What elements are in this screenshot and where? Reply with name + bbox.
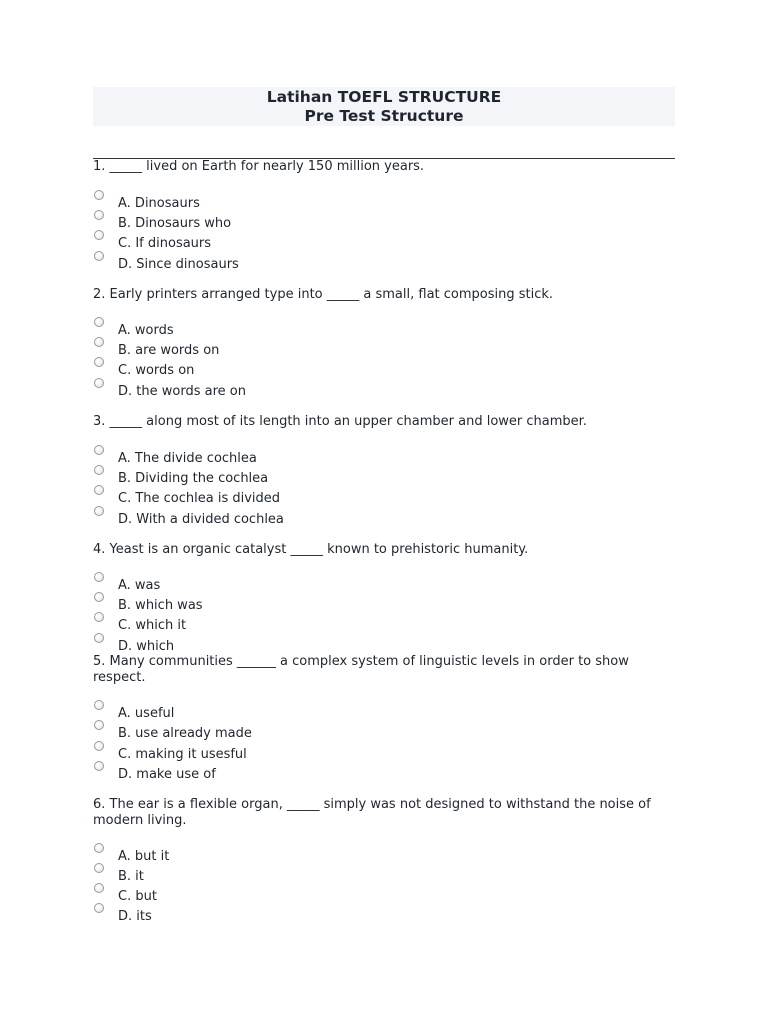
question-1-text: 1. _____ lived on Earth for nearly 150 million years.	[93, 159, 425, 174]
radio-button-icon[interactable]	[94, 445, 104, 455]
option-label: D. which	[118, 639, 175, 654]
radio-button-icon[interactable]	[94, 230, 104, 240]
option-label: C. If dinosaurs	[118, 236, 212, 251]
option-label: C. making it usesful	[118, 747, 247, 762]
radio-button-icon[interactable]	[94, 465, 104, 475]
radio-button-icon[interactable]	[94, 741, 104, 751]
radio-button-icon[interactable]	[94, 883, 104, 893]
document-title: Latihan TOEFL STRUCTURE	[266, 88, 502, 106]
option-label: B. Dividing the cochlea	[118, 471, 269, 486]
radio-button-icon[interactable]	[94, 485, 104, 495]
radio-button-icon[interactable]	[94, 720, 104, 730]
option-label: D. With a divided cochlea	[118, 512, 284, 527]
option-label: B. which was	[118, 598, 203, 613]
question-6-text: 6. The ear is a flexible organ, _____ simply was not designed to withstand the noise of modern living.	[93, 797, 651, 828]
option-label: B. are words on	[118, 343, 220, 358]
radio-button-icon[interactable]	[94, 251, 104, 261]
option-label: A. but it	[118, 849, 170, 864]
radio-button-icon[interactable]	[94, 210, 104, 220]
radio-button-icon[interactable]	[94, 843, 104, 853]
option-label: D. its	[118, 909, 152, 924]
option-label: D. Since dinosaurs	[118, 257, 239, 272]
option-label: C. which it	[118, 618, 187, 633]
question-5-text: 5. Many communities ______ a complex system of linguistic levels in order to show respect.	[93, 654, 629, 685]
option-label: D. make use of	[118, 767, 216, 782]
question-3-text: 3. _____ along most of its length into an upper chamber and lower chamber.	[93, 414, 587, 429]
document-subtitle: Pre Test Structure	[304, 107, 464, 125]
option-label: B. Dinosaurs who	[118, 216, 232, 231]
radio-button-icon[interactable]	[94, 700, 104, 710]
radio-button-icon[interactable]	[94, 903, 104, 913]
radio-button-icon[interactable]	[94, 761, 104, 771]
radio-button-icon[interactable]	[94, 592, 104, 602]
radio-button-icon[interactable]	[94, 612, 104, 622]
option-label: C. words on	[118, 363, 195, 378]
option-label: A. words	[118, 323, 174, 338]
radio-button-icon[interactable]	[94, 378, 104, 388]
radio-button-icon[interactable]	[94, 572, 104, 582]
radio-button-icon[interactable]	[94, 633, 104, 643]
option-label: D. the words are on	[118, 384, 246, 399]
option-label: A. was	[118, 578, 161, 593]
option-label: B. use already made	[118, 726, 252, 741]
radio-button-icon[interactable]	[94, 357, 104, 367]
radio-button-icon[interactable]	[94, 506, 104, 516]
radio-button-icon[interactable]	[94, 190, 104, 200]
radio-button-icon[interactable]	[94, 317, 104, 327]
option-label: B. it	[118, 869, 144, 884]
question-4-text: 4. Yeast is an organic catalyst _____ known to prehistoric humanity.	[93, 542, 529, 557]
option-label: C. but	[118, 889, 157, 904]
question-2-text: 2. Early printers arranged type into _____ a small, flat composing stick.	[93, 287, 554, 302]
option-label: A. The divide cochlea	[118, 451, 257, 466]
option-label: A. Dinosaurs	[118, 196, 200, 211]
title-header	[93, 87, 675, 126]
radio-button-icon[interactable]	[94, 863, 104, 873]
option-label: C. The cochlea is divided	[118, 491, 281, 506]
option-label: A. useful	[118, 706, 175, 721]
radio-button-icon[interactable]	[94, 337, 104, 347]
